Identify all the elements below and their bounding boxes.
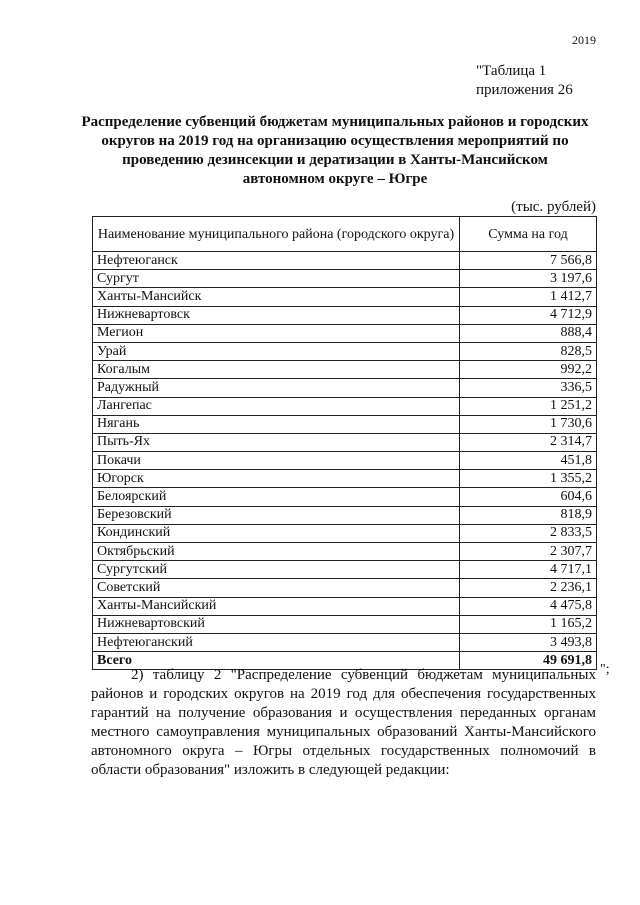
row-name: Урай <box>93 342 460 360</box>
table-closing-quote: "; <box>600 662 610 677</box>
subvention-table <box>92 216 597 670</box>
row-name: Сургутский <box>93 561 460 579</box>
amendment-paragraph: 2) таблицу 2 "Распределение субвенций бюджетам муниципальных районов и городских округов на 2019 год для обеспечения государственных гарантий на получение образования и осуществления переданных органам местного самоуправления муниципальных образований Ханты-Мансийского автономного округа – Югры отдельных государственных полномочий в области образования" изложить в следующей редакции: <box>91 667 596 778</box>
row-name: Ханты-Мансийский <box>93 597 460 615</box>
table-row <box>93 488 597 506</box>
column-header-sum: Сумма на год <box>460 217 597 252</box>
table-row <box>93 452 597 470</box>
table-row <box>93 524 597 542</box>
table-row <box>93 342 597 360</box>
row-value: 818,9 <box>460 506 597 524</box>
table-reference <box>476 62 596 100</box>
row-name: Нижневартовск <box>93 306 460 324</box>
table-row <box>93 379 597 397</box>
row-name: Октябрьский <box>93 543 460 561</box>
table-row <box>93 415 597 433</box>
table-row <box>93 561 597 579</box>
row-value: 2 833,5 <box>460 524 597 542</box>
total-value: 49 691,8 <box>460 652 597 670</box>
page-number: 2019 <box>572 33 596 47</box>
column-header-name: Наименование муниципального района (городского округа) <box>93 217 460 252</box>
row-value: 828,5 <box>460 342 597 360</box>
row-name: Сургут <box>93 270 460 288</box>
row-value: 3 197,6 <box>460 270 597 288</box>
row-name: Советский <box>93 579 460 597</box>
row-value: 336,5 <box>460 379 597 397</box>
table-row <box>93 506 597 524</box>
table-row <box>93 597 597 615</box>
row-name: Кондинский <box>93 524 460 542</box>
table-row <box>93 397 597 415</box>
row-name: Покачи <box>93 452 460 470</box>
row-value: 2 314,7 <box>460 433 597 451</box>
row-name: Нефтеюганский <box>93 633 460 651</box>
row-value: 604,6 <box>460 488 597 506</box>
row-value: 1 355,2 <box>460 470 597 488</box>
row-value: 4 717,1 <box>460 561 597 579</box>
reference-line-1: "Таблица 1 <box>476 63 547 79</box>
row-value: 1 165,2 <box>460 615 597 633</box>
document-title: Распределение субвенций бюджетам муниципальных районов и городских округов на 2019 год на организацию осуществления мероприятий по проведению дезинсекции и дератизации в Ханты-Мансийском автономном округе – Югре <box>81 114 589 187</box>
row-value: 2 307,7 <box>460 543 597 561</box>
table-row <box>93 470 597 488</box>
row-value: 451,8 <box>460 452 597 470</box>
table-row <box>93 252 597 270</box>
table-row <box>93 270 597 288</box>
row-value: 888,4 <box>460 324 597 342</box>
row-name: Когалым <box>93 361 460 379</box>
table-row <box>93 324 597 342</box>
row-name: Нижневартовский <box>93 615 460 633</box>
row-name: Нефтеюганск <box>93 252 460 270</box>
reference-line-2: приложения 26 <box>476 82 573 98</box>
table-row <box>93 433 597 451</box>
row-name: Радужный <box>93 379 460 397</box>
table-row <box>93 361 597 379</box>
row-name: Лангепас <box>93 397 460 415</box>
unit-label: (тыс. рублей) <box>511 199 596 215</box>
row-value: 992,2 <box>460 361 597 379</box>
table-row <box>93 579 597 597</box>
row-value: 4 475,8 <box>460 597 597 615</box>
table-row <box>93 615 597 633</box>
table-row <box>93 633 597 651</box>
row-value: 2 236,1 <box>460 579 597 597</box>
row-name: Нягань <box>93 415 460 433</box>
row-name: Березовский <box>93 506 460 524</box>
row-value: 4 712,9 <box>460 306 597 324</box>
row-value: 3 493,8 <box>460 633 597 651</box>
row-value: 1 251,2 <box>460 397 597 415</box>
row-name: Мегион <box>93 324 460 342</box>
row-value: 1 730,6 <box>460 415 597 433</box>
row-value: 1 412,7 <box>460 288 597 306</box>
row-value: 7 566,8 <box>460 252 597 270</box>
row-name: Белоярский <box>93 488 460 506</box>
row-name: Югорск <box>93 470 460 488</box>
table-row <box>93 306 597 324</box>
row-name: Ханты-Мансийск <box>93 288 460 306</box>
table-body <box>93 252 597 670</box>
table-header-row <box>93 217 597 252</box>
row-name: Пыть-Ях <box>93 433 460 451</box>
total-label: Всего <box>93 652 460 670</box>
table-row <box>93 288 597 306</box>
table-row <box>93 543 597 561</box>
